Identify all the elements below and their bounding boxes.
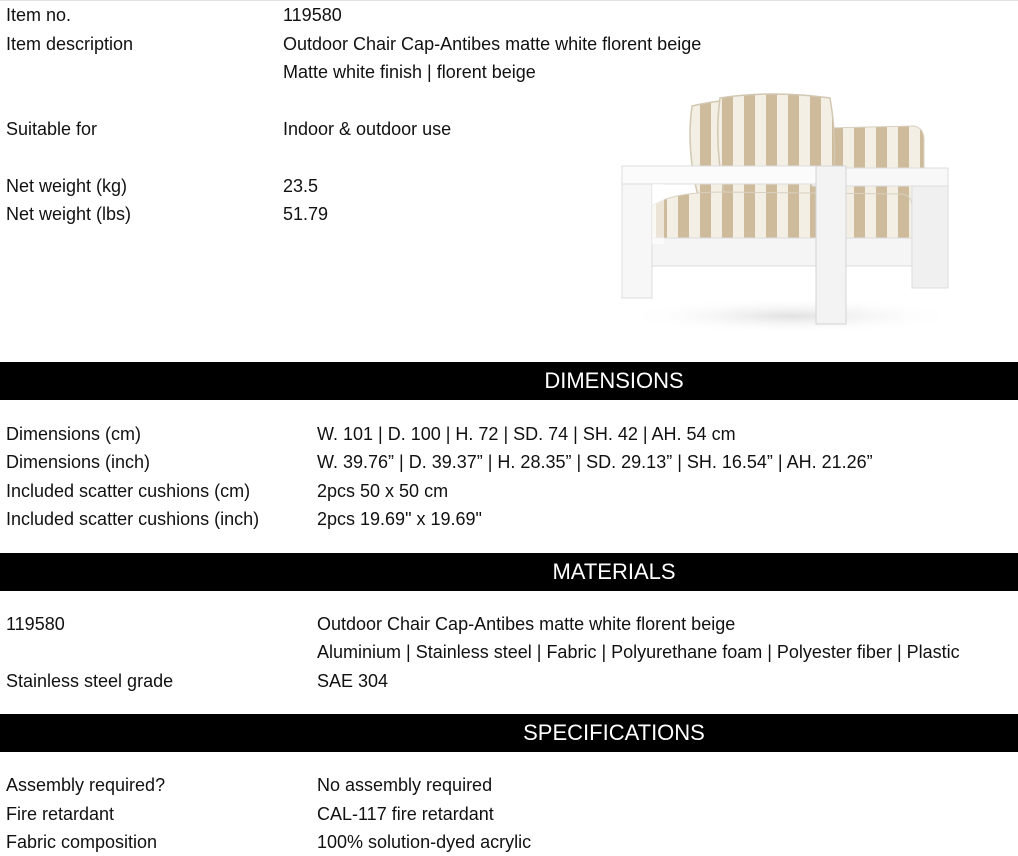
spec-label: Dimensions (inch) bbox=[6, 452, 151, 472]
section-header-materials bbox=[0, 553, 1018, 591]
spec-row-item-no bbox=[0, 1, 1018, 29]
spec-value: Indoor & outdoor use bbox=[283, 119, 452, 139]
spec-row-stainless-steel-grade bbox=[0, 667, 1018, 695]
spec-label: Assembly required? bbox=[6, 775, 166, 795]
spec-label: Included scatter cushions (inch) bbox=[6, 509, 260, 529]
spec-value: 2pcs 19.69" x 19.69" bbox=[317, 509, 482, 529]
spec-value: Outdoor Chair Cap-Antibes matte white florent beige bbox=[317, 614, 736, 634]
spec-row-material-item bbox=[0, 610, 1018, 638]
spec-value: SAE 304 bbox=[317, 671, 389, 691]
spec-row-dimensions-cm bbox=[0, 420, 1018, 448]
spec-row-assembly bbox=[0, 771, 1018, 799]
spec-label: Fire retardant bbox=[6, 804, 115, 824]
spec-label: Net weight (kg) bbox=[6, 176, 128, 196]
spec-label: Stainless steel grade bbox=[6, 671, 174, 691]
spec-value: W. 39.76” | D. 39.37” | H. 28.35” | SD. 29.13” | SH. 16.54” | AH. 21.26” bbox=[317, 452, 873, 472]
section-title: SPECIFICATIONS bbox=[523, 720, 705, 745]
spec-row-material-list bbox=[0, 638, 1018, 666]
spec-value: Outdoor Chair Cap-Antibes matte white florent beige bbox=[283, 34, 702, 54]
section-header-dimensions bbox=[0, 362, 1018, 400]
spec-label: Included scatter cushions (cm) bbox=[6, 481, 251, 501]
spec-value: W. 101 | D. 100 | H. 72 | SD. 74 | SH. 42 | AH. 54 cm bbox=[317, 424, 736, 444]
spec-row-item-description-finish bbox=[0, 58, 1018, 86]
spec-value: 100% solution-dyed acrylic bbox=[317, 832, 532, 852]
spec-value: Matte white finish | florent beige bbox=[283, 62, 536, 82]
spec-row-fabric-composition bbox=[0, 828, 1018, 856]
spec-value: 2pcs 50 x 50 cm bbox=[317, 481, 449, 501]
spec-label: Item no. bbox=[6, 5, 72, 25]
spec-label: Net weight (lbs) bbox=[6, 204, 132, 224]
section-title: MATERIALS bbox=[552, 559, 676, 584]
spec-label: Fabric composition bbox=[6, 832, 158, 852]
spec-value: Aluminium | Stainless steel | Fabric | Polyurethane foam | Polyester fiber | Plastic bbox=[317, 642, 960, 662]
spec-label: Suitable for bbox=[6, 119, 98, 139]
spec-label: Dimensions (cm) bbox=[6, 424, 142, 444]
spec-value: No assembly required bbox=[317, 775, 493, 795]
spec-value: 51.79 bbox=[283, 204, 329, 224]
spec-row-dimensions-inch bbox=[0, 448, 1018, 476]
section-title: DIMENSIONS bbox=[544, 368, 684, 393]
spec-row-scatter-cushions-cm bbox=[0, 477, 1018, 505]
spec-label: 119580 bbox=[6, 614, 65, 634]
spec-row-scatter-cushions-inch bbox=[0, 505, 1018, 533]
spec-row-item-description bbox=[0, 30, 1018, 58]
spec-value: 23.5 bbox=[283, 176, 319, 196]
spec-label: Item description bbox=[6, 34, 134, 54]
product-image-chair bbox=[612, 88, 962, 338]
spec-value: CAL-117 fire retardant bbox=[317, 804, 494, 824]
spec-row-fire-retardant bbox=[0, 800, 1018, 828]
section-header-specifications bbox=[0, 714, 1018, 752]
spec-value: 119580 bbox=[283, 5, 342, 25]
